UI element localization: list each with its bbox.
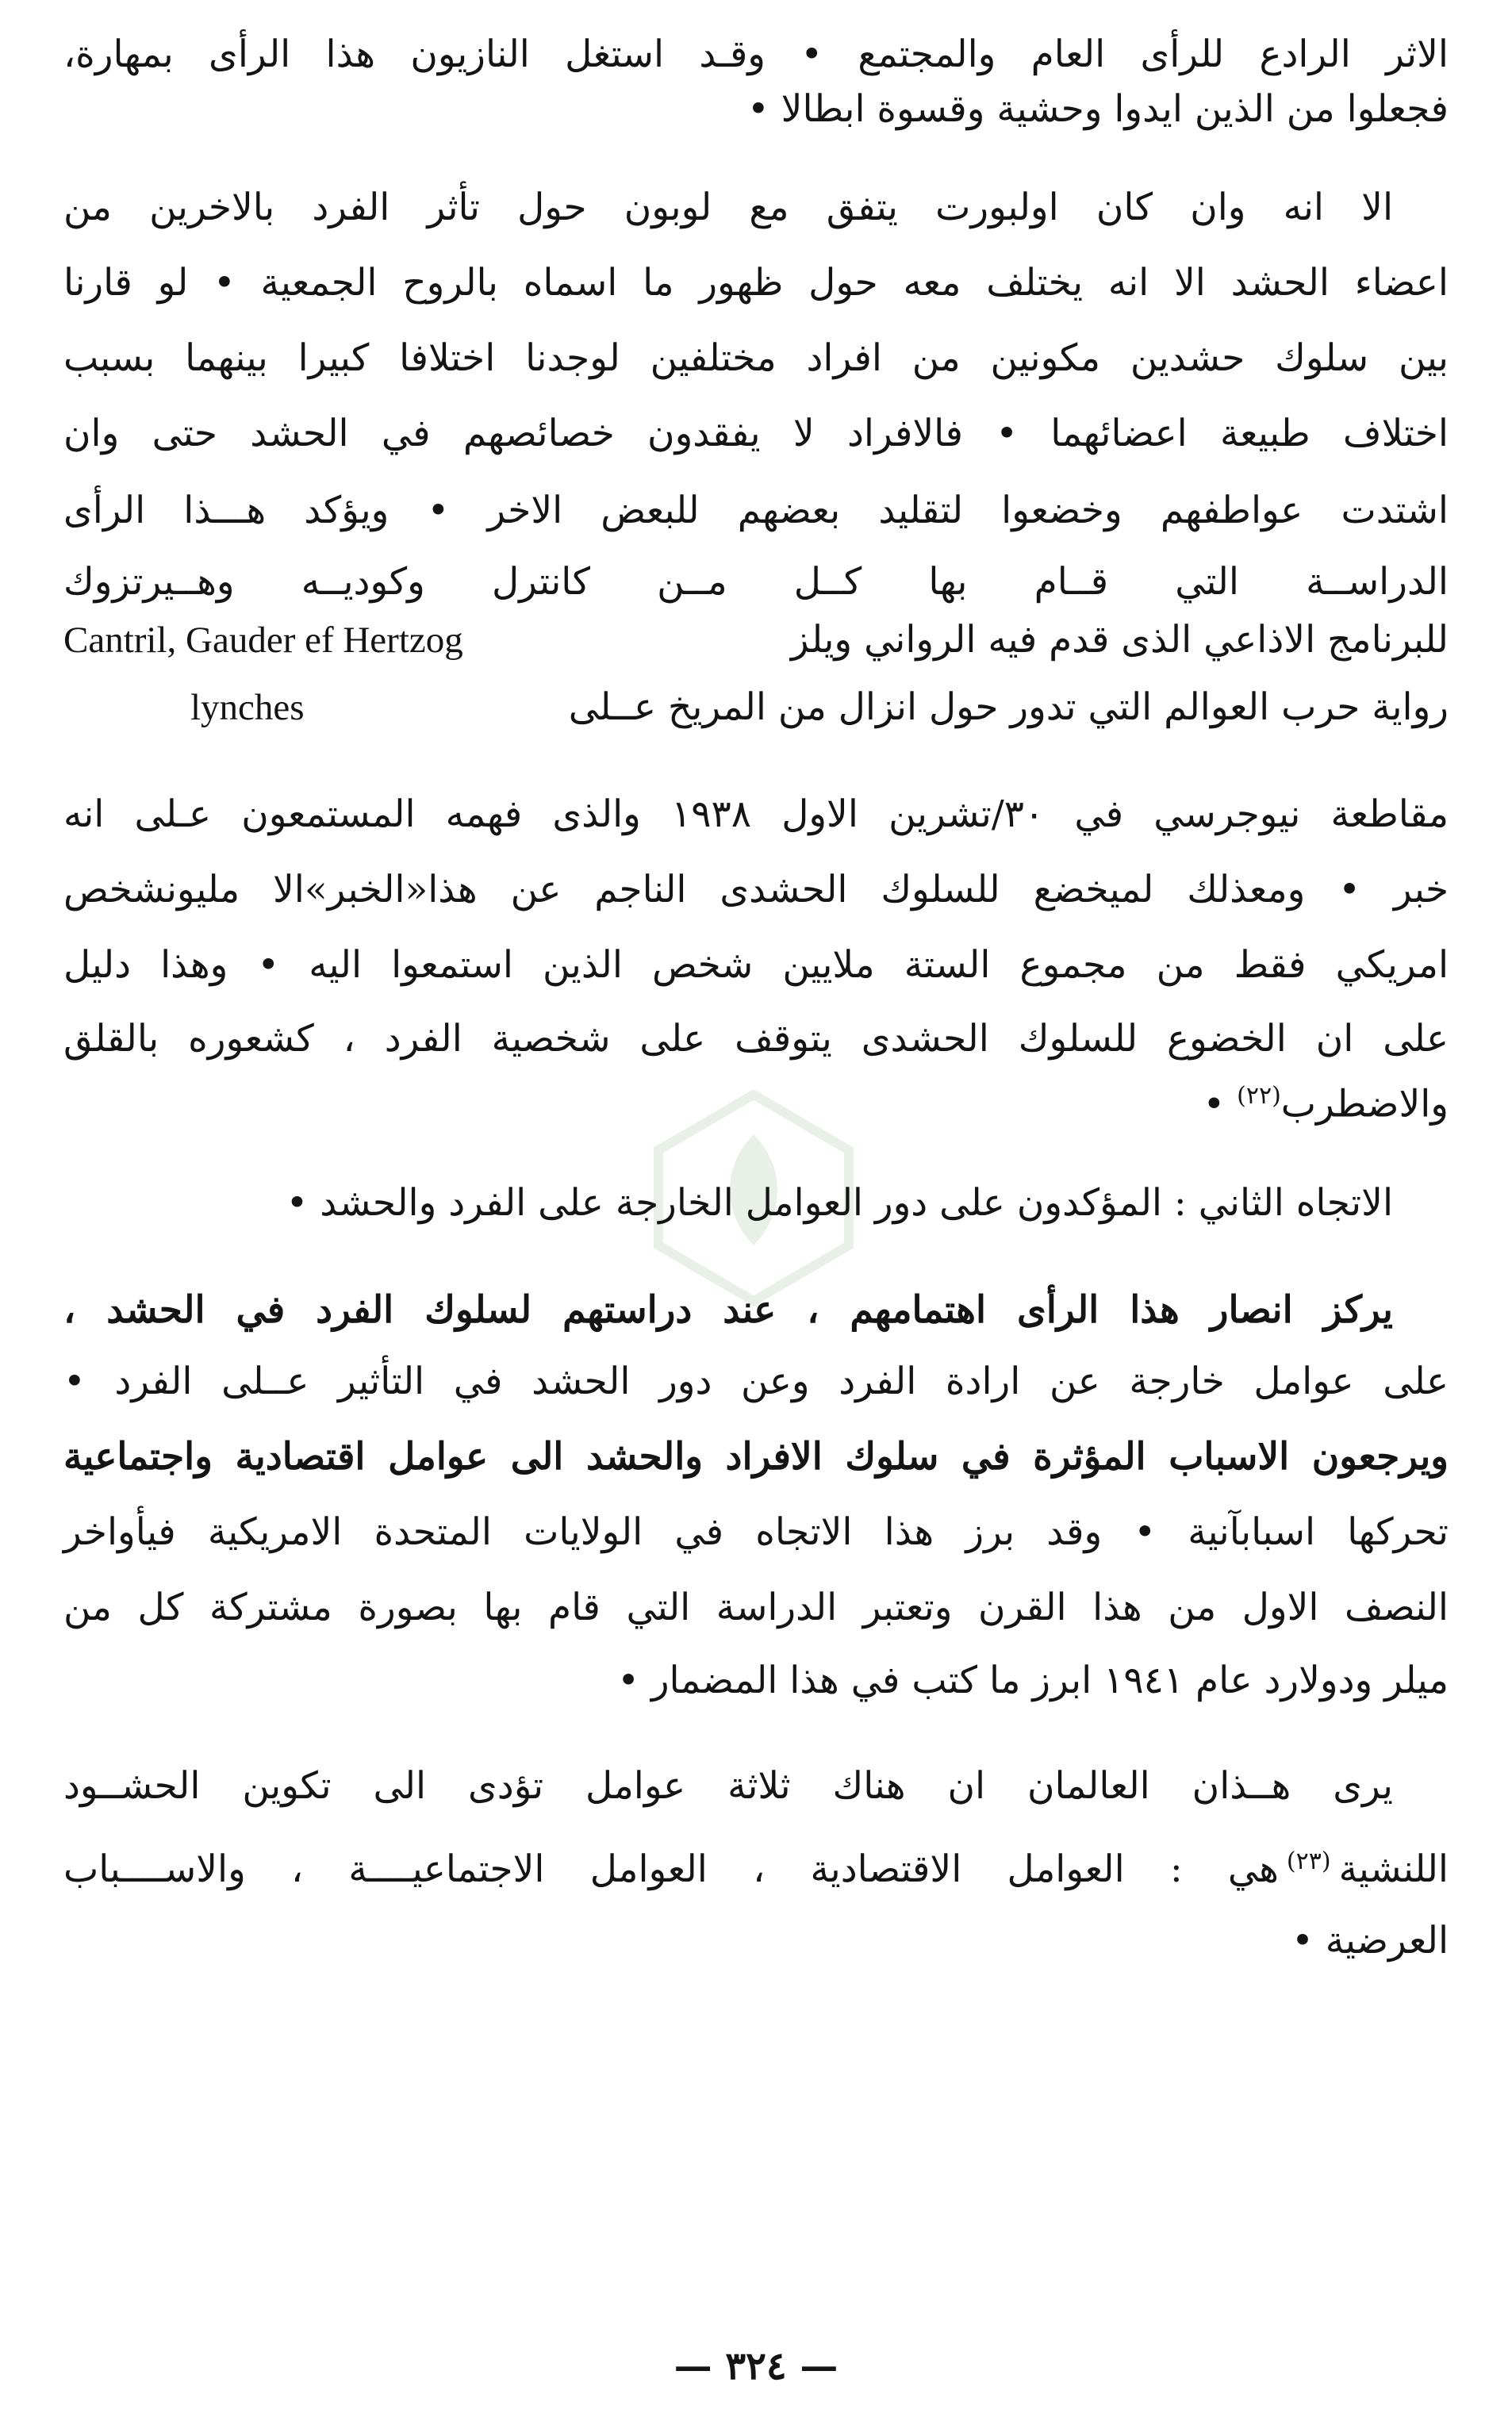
text-line: اختلاف طبيعة اعضائهما • فالافراد لا يفقدون خصائصهم في الحشد حتى وان — [63, 412, 1449, 455]
text-line: العرضية • — [1291, 1919, 1449, 1962]
text-line: يرى هــذان العالمان ان هناك ثلاثة عوامل تؤدى الى تكوين الحشــود — [63, 1764, 1393, 1808]
section-heading: الاتجاه الثاني : المؤكدون على دور العوامل الخارجة على الفرد والحشد • — [286, 1181, 1393, 1225]
text-line: الدراســة التي قــام بها كــل مــن كانترل وكوديــه وهــيرتزوك — [63, 560, 1449, 604]
text-line: خبر • ومعذلك لميخضع للسلوك الحشدى الناجم عن هذا«الخبر»الا مليونشخص — [63, 868, 1449, 911]
text-line-mixed — [63, 686, 1449, 729]
text-line: تحركها اسبابآنية • وقد برز هذا الاتجاه في الولايات المتحدة الامريكية فيأواخر — [63, 1510, 1449, 1554]
text-line: الا انه وان كان اولبورت يتفق مع لوبون حول تأثر الفرد بالاخرين من — [63, 186, 1393, 229]
text-line: والاضطرب$^{(٢٢)}$ • — [1203, 1082, 1449, 1126]
text-segment: للبرنامج الاذاعي الذى قدم فيه الرواني ويلز — [790, 618, 1449, 662]
text-line: مقاطعة نيوجرسي في ٣٠/تشرين الاول ١٩٣٨ والذى فهمه المستمعون عـلى انه — [63, 792, 1449, 836]
text-line: امريكي فقط من مجموع الستة ملايين شخص الذين استمعوا اليه • وهذا دليل — [63, 943, 1449, 987]
text-line: الاثر الرادع للرأى العام والمجتمع • وقـد استغل النازيون هذا الرأى بمهارة، — [63, 33, 1449, 76]
text-segment: اللنشية — [1338, 1847, 1449, 1891]
text-segment: هي : العوامل الاقتصادية ، العوامل الاجتماعيــــة ، والاســــباب — [63, 1847, 1279, 1891]
foreign-names: Cantril, Gauder ef Hertzog — [63, 620, 463, 661]
page-number-value: ٣٢٤ — [725, 2344, 787, 2388]
text-line-mixed — [63, 619, 1449, 662]
text-line: اعضاء الحشد الا انه يختلف معه حول ظهور ما اسماه بالروح الجمعية • لو قارنا — [63, 261, 1449, 305]
footnote-ref: (٢٢) — [1237, 1082, 1281, 1110]
footnote-ref: (٢٣) — [1286, 1847, 1331, 1875]
text-line: النصف الاول من هذا القرن وتعتبر الدراسة التي قام بها بصورة مشتركة كل من — [63, 1586, 1449, 1629]
foreign-term: lynches — [190, 687, 305, 728]
text-line: على عوامل خارجة عن ارادة الفرد وعن دور الحشد في التأثير عــلى الفرد • — [63, 1360, 1449, 1403]
text-line: على ان الخضوع للسلوك الحشدى يتوقف على شخصية الفرد ، كشعوره بالقلق — [63, 1017, 1449, 1061]
text-line: فجعلوا من الذين ايدوا وحشية وقسوة ابطالا • — [747, 87, 1449, 131]
text-line: اشتدت عواطفهم وخضعوا لتقليد بعضهم للبعض الاخر • ويؤكد هـــذا الرأى — [63, 489, 1449, 532]
text-line: ميلر ودولارد عام ١٩٤١ ابرز ما كتب في هذا المضمار • — [617, 1659, 1449, 1702]
page-number: — ٣٢٤ — — [673, 2344, 839, 2388]
text-segment: رواية حرب العوالم التي تدور حول انزال من المريخ عــلى — [568, 685, 1449, 729]
text-line: ويرجعون الاسباب المؤثرة في سلوك الافراد والحشد الى عوامل اقتصادية واجتماعية — [63, 1435, 1449, 1479]
text-line: يركز انصار هذا الرأى اهتمامهم ، عند دراستهم لسلوك الفرد في الحشد ، — [63, 1288, 1393, 1332]
text-line: بين سلوك حشدين مكونين من افراد مختلفين لوجدنا اختلافا كبيرا بينهما بسبب — [63, 336, 1449, 380]
text-segment: والاضطرب — [1280, 1082, 1449, 1126]
text-line — [63, 1848, 1449, 1891]
